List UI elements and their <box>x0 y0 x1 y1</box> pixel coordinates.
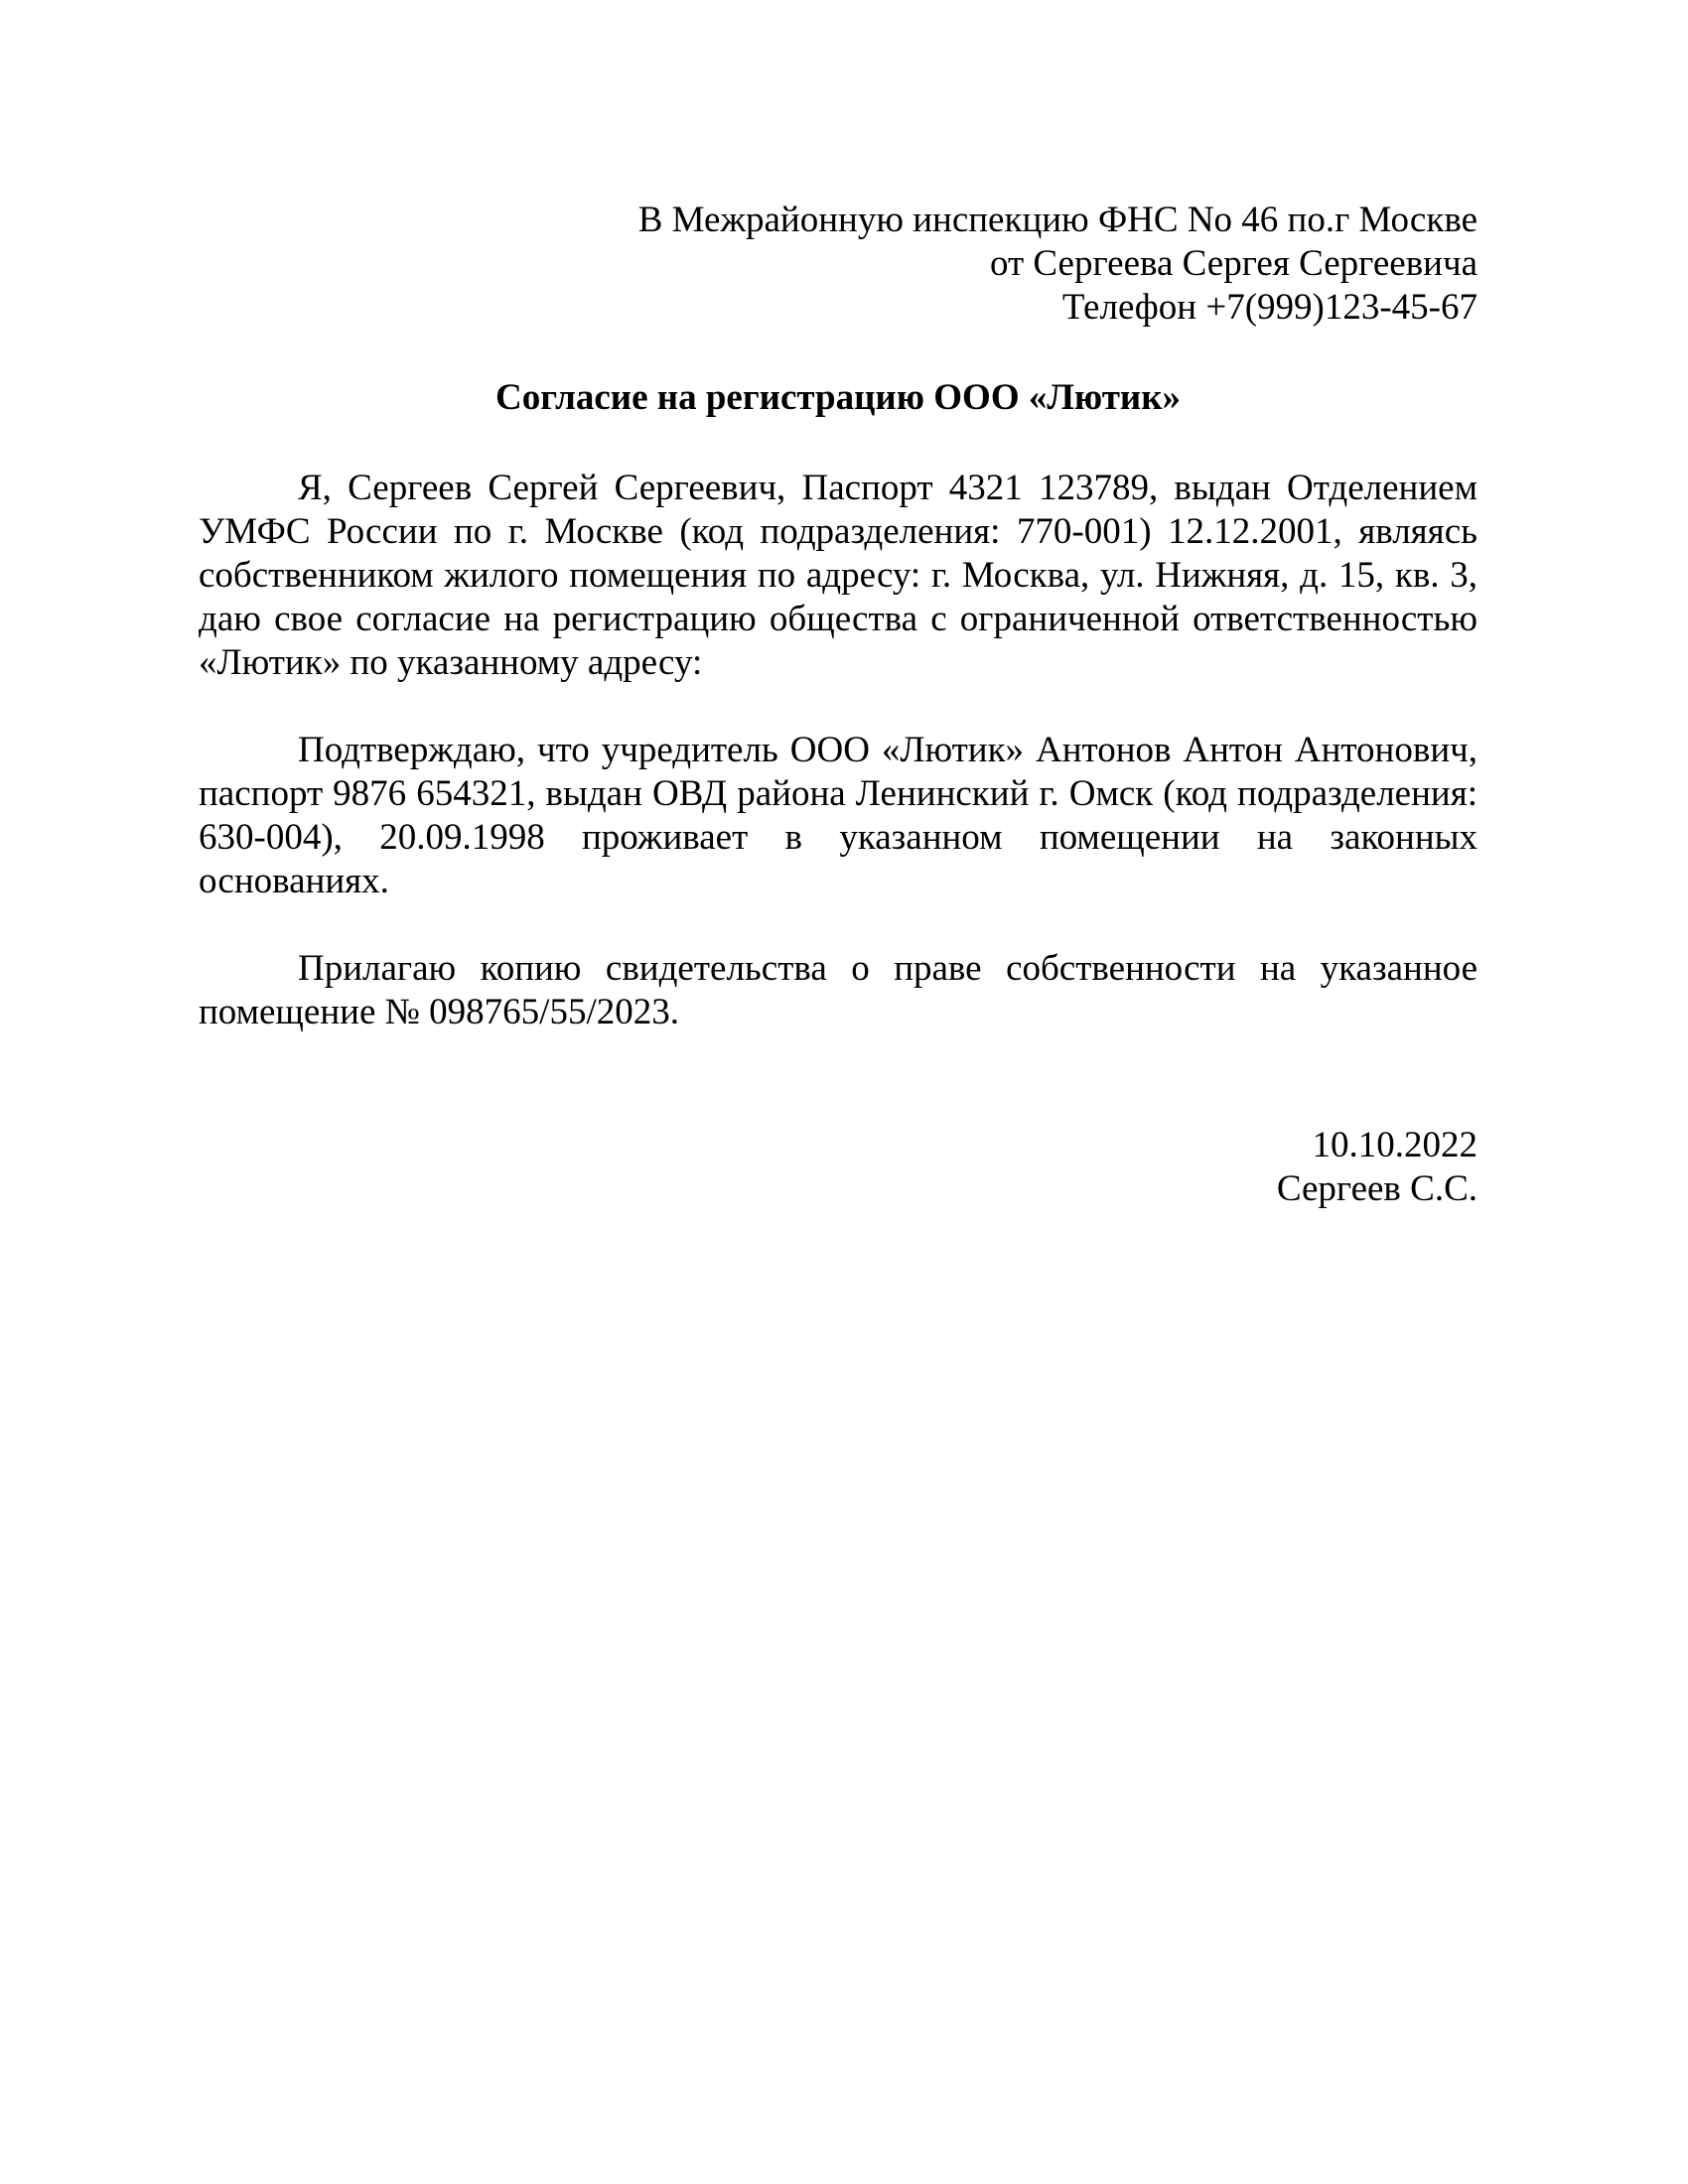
signature-date: 10.10.2022 <box>1312 1125 1477 1165</box>
signature-name: Сергеев С.С. <box>1276 1168 1477 1209</box>
phone-line: Телефон +7(999)123-45-67 <box>1061 287 1477 328</box>
paragraph-attachment: Прилагаю копию свидетельства о праве собственности на указанное помещение № 098765/55/2023. <box>199 948 1477 1032</box>
document-title: Согласие на регистрацию ООО «Лютик» <box>494 377 1182 418</box>
paragraph-confirmation: Подтверждаю, что учредитель ООО «Лютик» Антонов Антон Антонович, паспорт 9876 654321, выдан ОВД района Ленинский г. Омск (код подразделения: 630-004), 20.09.1998 проживает в указанном помещении на законных основаниях. <box>199 730 1477 901</box>
addressee-line: В Межрайонную инспекцию ФНС No 46 по.г Москве <box>637 200 1477 240</box>
document-header <box>199 199 1477 330</box>
signature-block <box>199 1124 1477 1211</box>
sender-line: от Сергеева Сергея Сергеевича <box>990 243 1477 284</box>
paragraph-consent: Я, Сергеев Сергей Сергеевич, Паспорт 4321 123789, выдан Отделением УМФС России по г. Москве (код подразделения: 770-001) 12.12.2001, являясь собственником жилого помещения по адресу: г. Москва, ул. Нижняя, д. 15, кв. 3, даю свое согласие на регистрацию общества с ограниченной ответственностью «Лютик» по указанному адресу: <box>199 468 1477 683</box>
document-body <box>199 199 1477 1211</box>
